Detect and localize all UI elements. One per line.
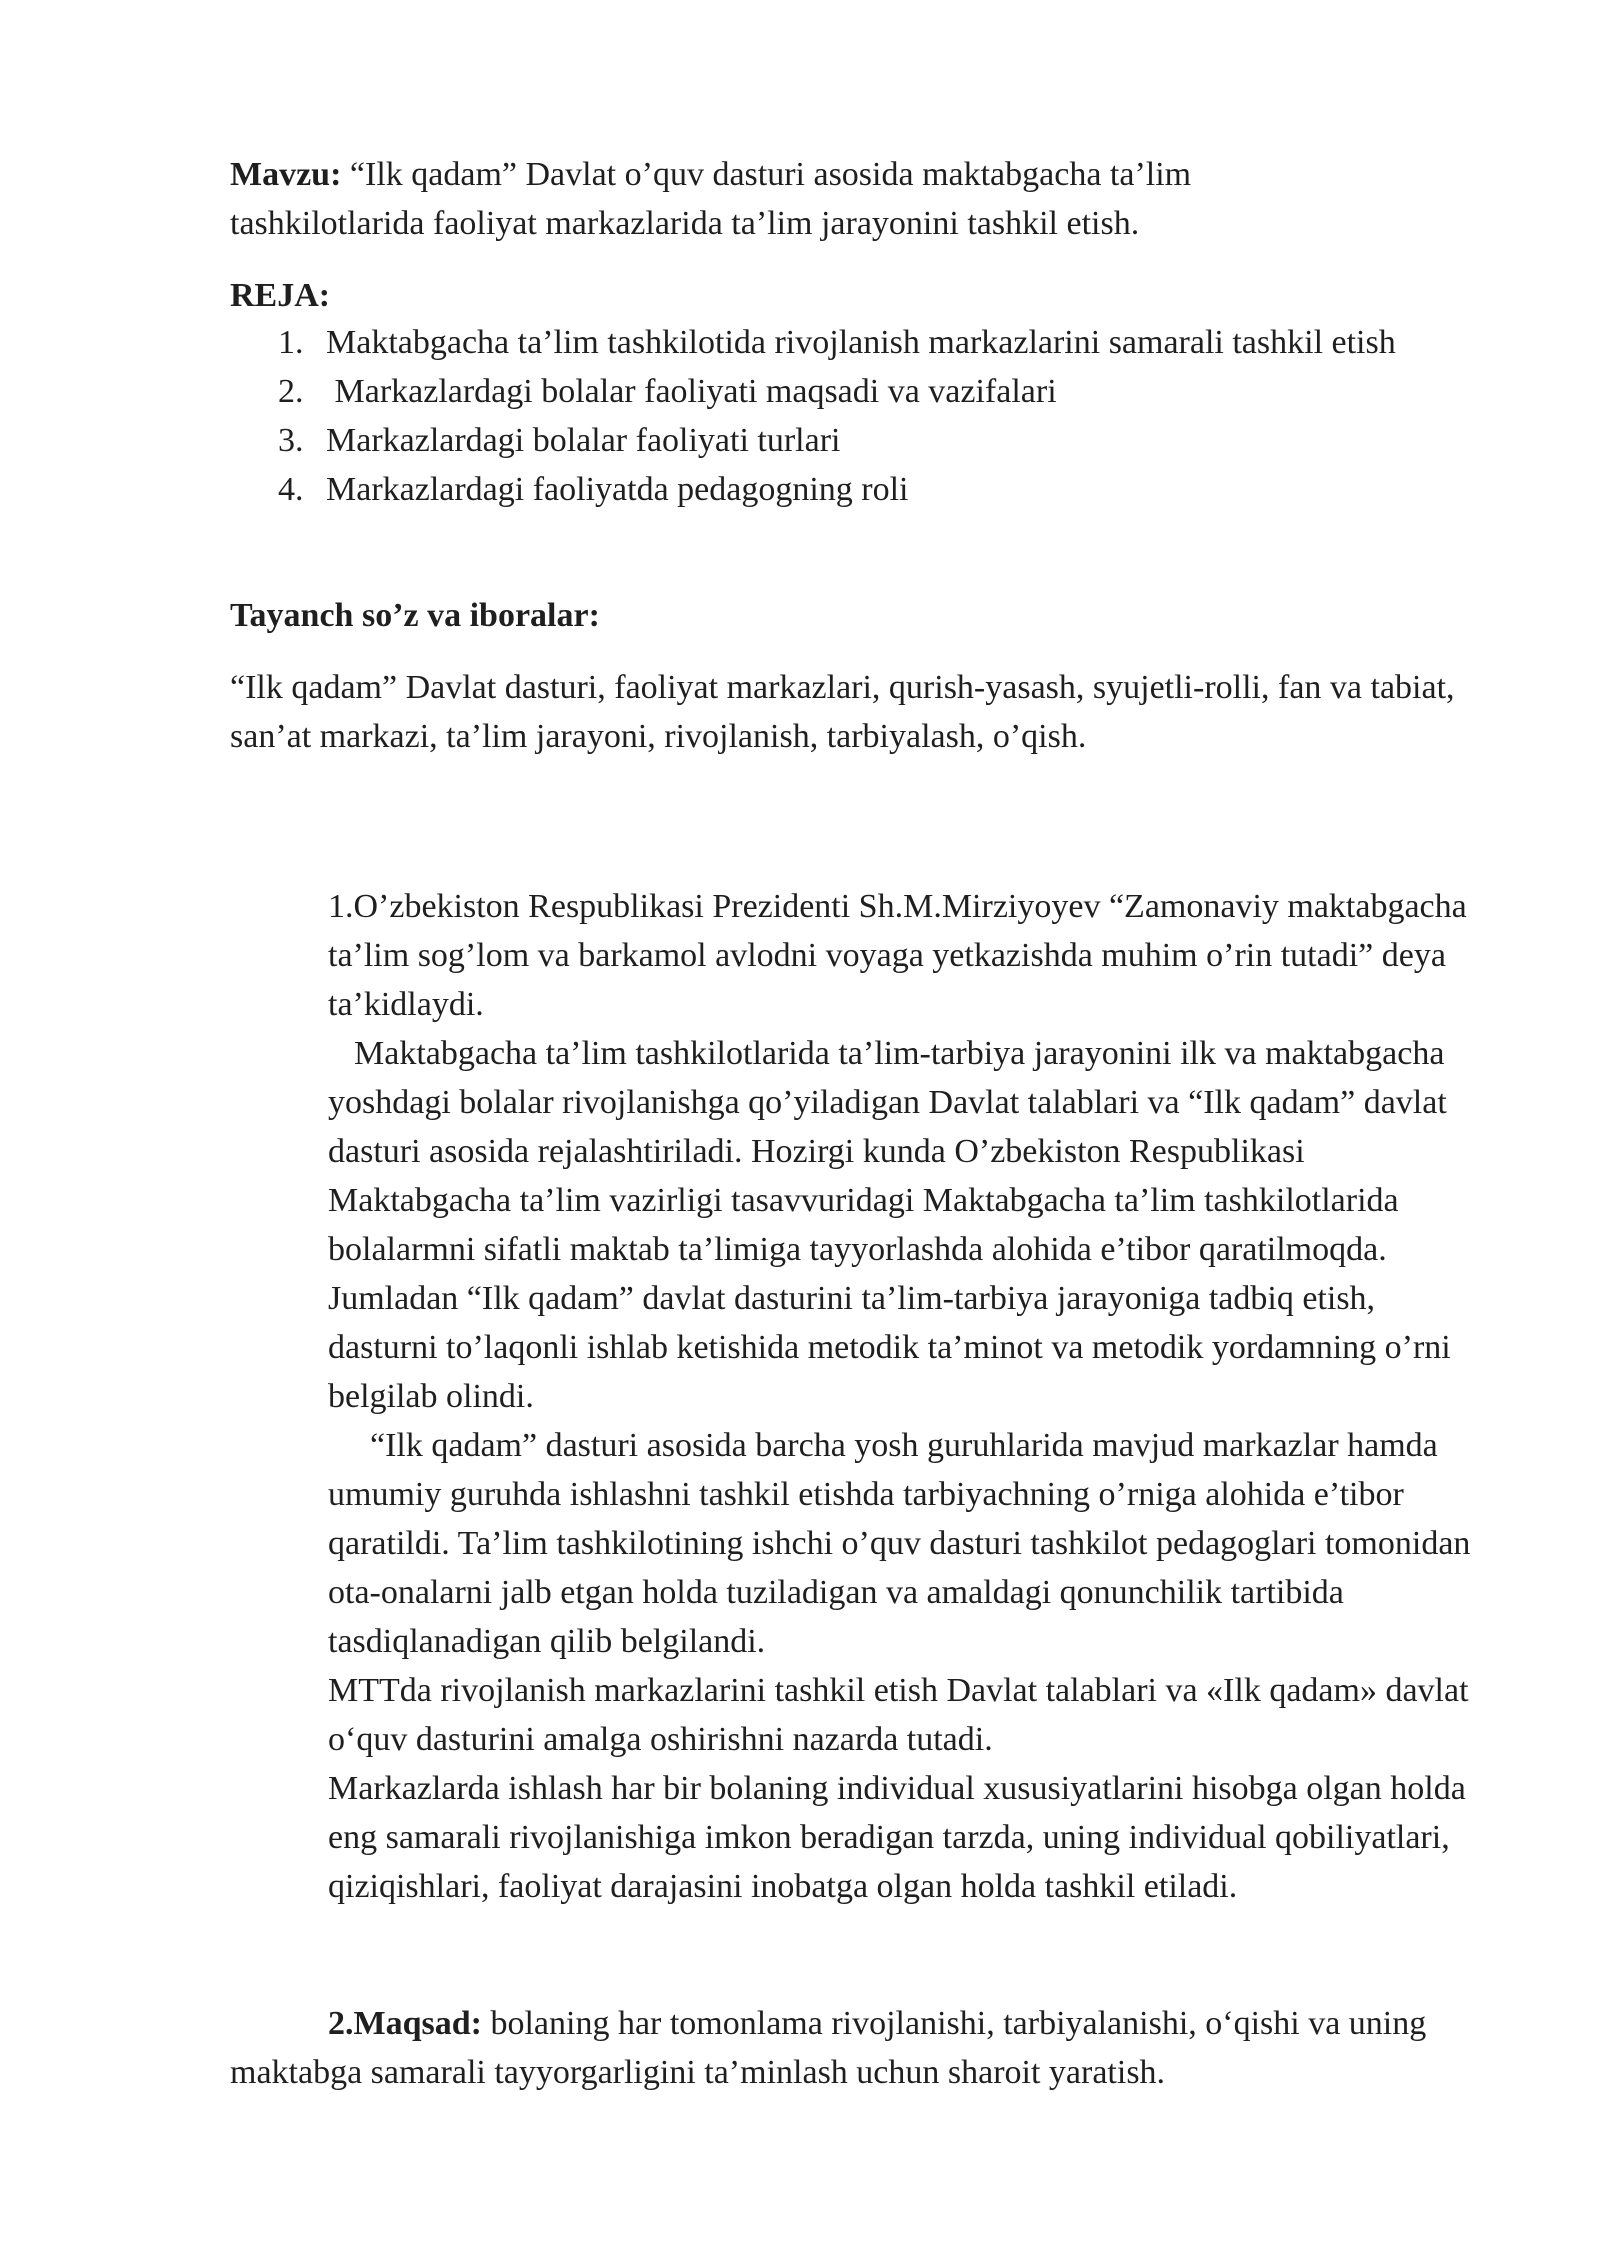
body-paragraph-2: Maktabgacha ta’lim tashkilotlarida ta’lim-tarbiya jarayonini ilk va maktabgacha yoshdagi bolalar rivojlanishga qo’yiladigan Davlat talablari va “Ilk qadam” davlat dasturi asosida rejalashtiriladi. Hozirgi kunda O’zbekiston Respublikasi Maktabgacha ta’lim vazirligi tasavvuridagi Maktabgacha ta’lim tashkilotlarida bolalarmni sifatli maktab ta’limiga tayyorlashda alohida e’tibor qaratilmoqda. Jumladan “Ilk qadam” davlat dasturini ta’lim-tarbiya jarayoniga tadbiq etish, dasturni to’laqonli ishlab ketishida metodik ta’minot va metodik yordamning o’rni belgilab olindi. xyxy=(328,1035,1451,1415)
body-paragraph-4: MTTda rivojlanish markazlarini tashkil etish Davlat talablari va «Ilk qadam» davlat oʻquv dasturini amalga oshirishni nazarda tutadi. xyxy=(328,1672,1469,1758)
plan-list xyxy=(270,318,1490,514)
plan-item-text: Maktabgacha ta’lim tashkilotida rivojlanish markazlarini samarali tashkil etish xyxy=(326,324,1396,361)
body-paragraph-3: “Ilk qadam” dasturi asosida barcha yosh guruhlarida mavjud markazlar hamda umumiy guruhda ishlashni tashkil etishda tarbiyachning o’rniga alohida e’tibor qaratildi. Ta’lim tashkilotining ishchi o’quv dasturi tashkilot pedagoglari tomonidan ota-onalarni jalb etgan holda tuziladigan va amaldagi qonunchilik tartibida tasdiqlanadigan qilib belgilandi. xyxy=(328,1427,1471,1660)
goal-text: bolaning har tomonlama rivojlanishi, tarbiyalanishi, oʻqishi va uning maktabga samarali tayyorgarligini ta’minlash uchun sharoit yaratish. xyxy=(230,2005,1427,2091)
body-section xyxy=(328,882,1488,1911)
body-paragraph-5: Markazlarda ishlash har bir bolaning individual xususiyatlarini hisobga olgan holda eng samarali rivojlanishiga imkon beradigan tarzda, uning individual qobiliyatlari, qiziqishlari, faoliyat darajasini inobatga olgan holda tashkil etiladi. xyxy=(328,1770,1466,1905)
plan-item-text: Markazlardagi bolalar faoliyati maqsadi va vazifalari xyxy=(326,373,1057,410)
topic-paragraph xyxy=(230,150,1380,248)
plan-item xyxy=(270,416,1490,465)
plan-item-text: Markazlardagi faoliyatda pedagogning roli xyxy=(326,471,909,508)
plan-item-text: Markazlardagi bolalar faoliyati turlari xyxy=(326,422,841,459)
plan-item xyxy=(270,318,1490,367)
plan-title: REJA: xyxy=(230,277,331,314)
plan-item-number: 3. xyxy=(278,422,304,459)
plan-item xyxy=(270,367,1490,416)
plan-item-number: 1. xyxy=(278,324,304,361)
goal-paragraph xyxy=(230,1999,1490,2097)
plan-item xyxy=(270,465,1490,514)
plan-item-number: 4. xyxy=(278,471,304,508)
body-paragraph-1: 1.O’zbekiston Respublikasi Prezidenti Sh.M.Mirziyoyev “Zamonaviy maktabgacha ta’lim sog’lom va barkamol avlodni voyaga yetkazishda muhim o’rin tutadi” deya ta’kidlaydi. xyxy=(328,888,1467,1023)
keywords-text: “Ilk qadam” Davlat dasturi, faoliyat markazlari, qurish-yasash, syujetli-rolli, fan va tabiat, san’at markazi, ta’lim jarayoni, rivojlanish, tarbiyalash, o’qish. xyxy=(230,669,1455,755)
topic-text: “Ilk qadam” Davlat o’quv dasturi asosida maktabgacha ta’lim tashkilotlarida faoliyat markazlarida ta’lim jarayonini tashkil etish. xyxy=(230,156,1192,242)
plan-item-number: 2. xyxy=(278,373,304,410)
topic-label: Mavzu: xyxy=(230,156,342,193)
goal-label: 2.Maqsad: xyxy=(328,2005,482,2042)
keywords-title: Tayanch so’z va iboralar: xyxy=(230,597,600,634)
